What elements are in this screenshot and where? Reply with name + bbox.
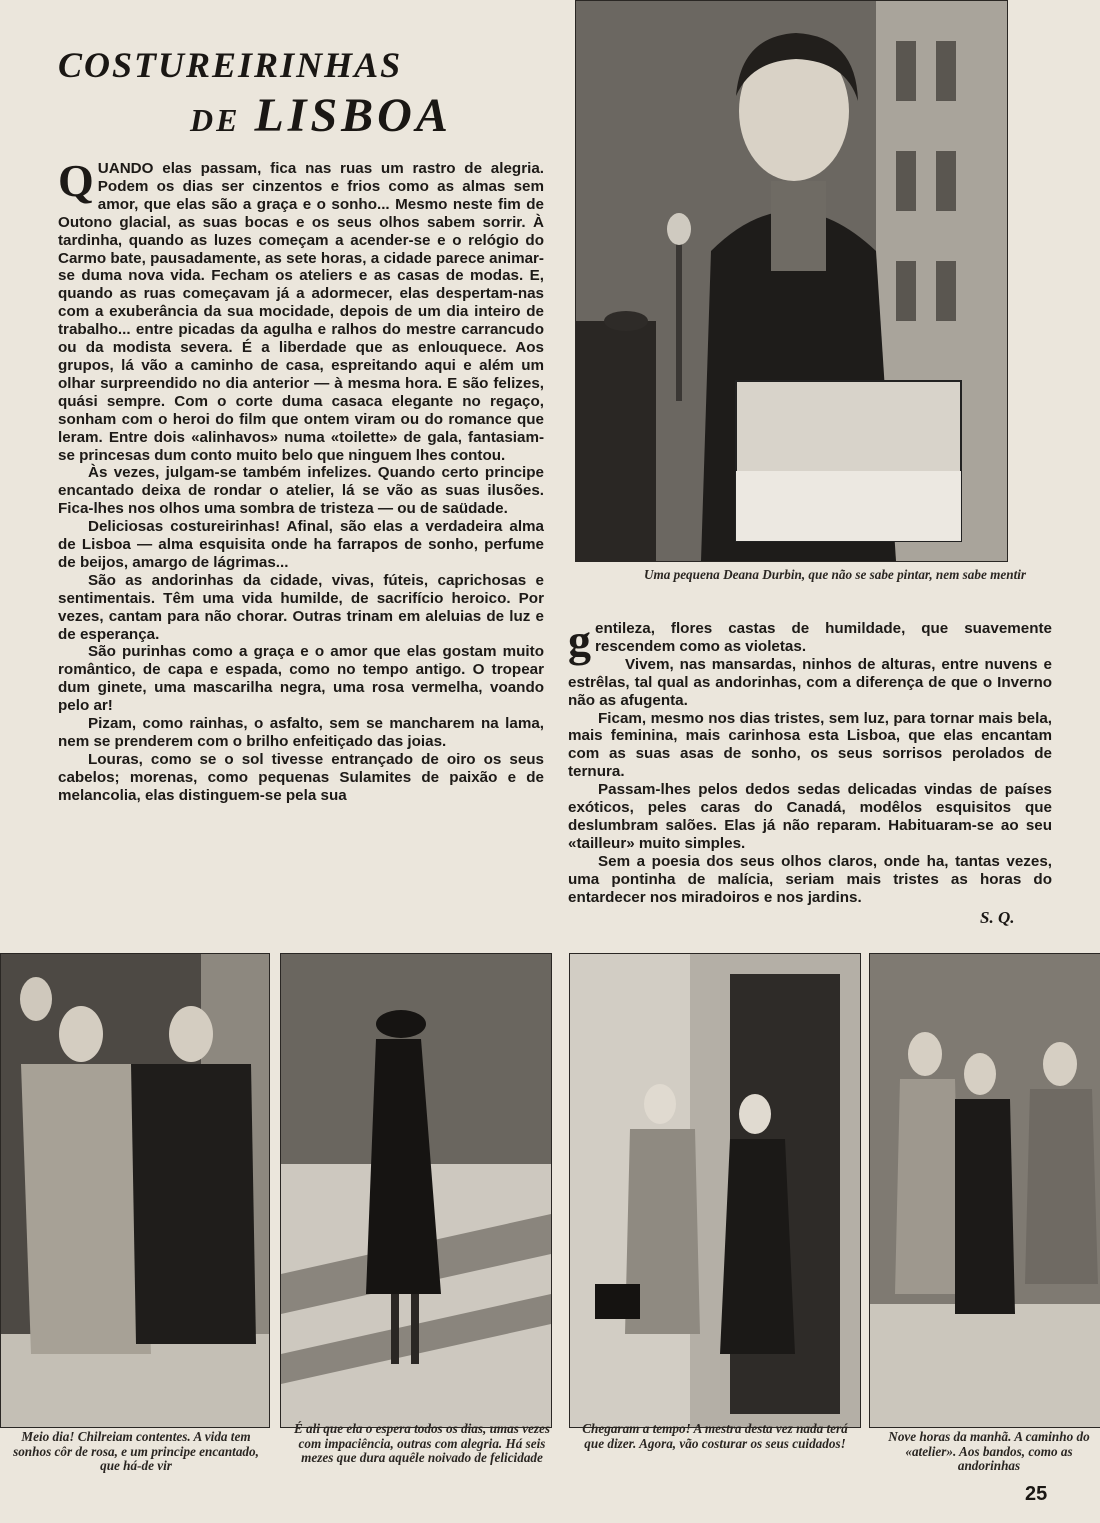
bottom-caption-4: Nove horas da manhã. A caminho do «atelier». Aos bandos, como as andorinhas bbox=[888, 1429, 1090, 1473]
paragraph: Sem a poesia dos seus olhos claros, onde ha, tantas vezes, uma pontinha de malícia, seriam mais tristes as horas do entardecer nos miradoiros e nos jardins. bbox=[568, 852, 1052, 906]
bottom-caption-3: Chegaram a tempo! A mestra desta vez nada terá que dizer. Agora, vão costurar os seus cuidados! bbox=[582, 1421, 848, 1451]
bottom-caption-1: Meio dia! Chilreiam contentes. A vida tem sonhos côr de rosa, e um principe encantado, que há-de vir bbox=[13, 1429, 259, 1473]
top-photo-illustration bbox=[576, 1, 1007, 561]
bottom-photo-2-illustration bbox=[281, 954, 551, 1427]
article-title-line2 bbox=[190, 88, 452, 143]
bottom-photo-3-illustration bbox=[570, 954, 860, 1427]
bottom-photo-3-girls-at-door bbox=[569, 953, 861, 1428]
paragraph: São as andorinhas da cidade, vivas, fúteis, caprichosas e sentimentais. Têm uma vida humilde, de sacrifício heroico. Por vezes, cantam para não chorar. Outras trinam em aleluias de luz e de esperança. bbox=[58, 571, 544, 643]
bottom-photo-1-group-of-girls bbox=[0, 953, 270, 1428]
bottom-photo-4-three-women bbox=[869, 953, 1100, 1428]
bottom-photo-1-illustration bbox=[1, 954, 269, 1427]
article-left-column bbox=[58, 155, 544, 805]
bottom-photo-4-illustration bbox=[870, 954, 1100, 1427]
paragraph: Louras, como se o sol tivesse entrançado de oiro os seus cabelos; morenas, como pequenas Sulamites de paixão e de melancolia, elas distinguem-se pela sua bbox=[58, 750, 544, 804]
paragraph: Ficam, mesmo nos dias tristes, sem luz, para tornar mais bela, mais feminina, mais carinhosa esta Lisboa, que elas encantam com as suas asas de sonho, os seus sorrisos perolados de ternura. bbox=[568, 709, 1052, 781]
paragraph: São purinhas como a graça e o amor que elas gostam muito romântico, de capa e espada, como no tempo antigo. O tropear dum ginete, uma mascarilha negra, uma rosa vermelha, voando pelo ar! bbox=[58, 643, 544, 715]
top-photo-caption: Uma pequena Deana Durbin, que não se sabe pintar, nem sabe mentir bbox=[643, 567, 1027, 582]
paragraph: gentileza, flores castas de humildade, que suavemente rescendem como as violetas. bbox=[568, 615, 1052, 666]
article-title-de: DE bbox=[190, 102, 241, 138]
paragraph: Vivem, nas mansardas, ninhos de alturas, entre nuvens e estrêlas, tal qual as andorinhas, com a diferença de que o Inverno não as afugenta. bbox=[568, 655, 1052, 709]
bottom-caption-2: É ali que ela o espera todos os dias, umas vezes com impaciência, outras com alegria. Há seis mezes que dura aquêle noivado de felicidade bbox=[293, 1421, 551, 1465]
top-photo-woman-with-box bbox=[575, 0, 1008, 562]
author-signature: S. Q. bbox=[980, 908, 1015, 927]
article-title-lisboa: LISBOA bbox=[254, 89, 452, 142]
paragraph: Pizam, como rainhas, o asfalto, sem se mancharem na lama, nem se prenderem com o brilho enfeitiçado das joias. bbox=[58, 715, 544, 750]
paragraph: Às vezes, julgam-se também infelizes. Quando certo principe encantado deixa de rondar o atelier, lá se vão as suas ilusões. Fica-lhes nos olhos uma sombra de tristeza — ou de saüdade. bbox=[58, 464, 544, 518]
bottom-photo-2-woman-on-street bbox=[280, 953, 552, 1428]
article-right-column bbox=[568, 615, 1052, 907]
paragraph: Passam-lhes pelos dedos sedas delicadas vindas de países exóticos, peles caras do Canadá, modêlos esquisitos que deslumbram salões. Elas já não reparam. Habituaram-se ao seu «tailleur» muito simples. bbox=[568, 781, 1052, 852]
paragraph: QUANDO elas passam, fica nas ruas um rastro de alegria. Podem os dias ser cinzentos e frios como as almas sem amor, que elas são a graça e o sonho... Mesmo neste fim de Outono glacial, as suas bocas e os seus olhos sabem sorrir. À tardinha, quando as luzes começam a acender-se e o relógio do Carmo bate, pausadamente, as sete horas, a cidade parece animar-se duma nova vida. Fecham os ateliers e as casas de modas. E, quando as ruas começavam já a adormecer, elas despertam-nas com a exuberância da sua mocidade, depois de um dia inteiro de trabalho... entre picadas da agulha e ralhos do mestre carrancudo ou da modista severa. É a liberdade que as enlouquece. Aos grupos, lá vão a caminho de casa, espreitando aqui e além um olhar surpreendido no dia anterior — à mesma hora. E são felizes, quási sempre. Com o corte duma casaca elegante no regaço, sonham com o heroi do film que ontem viram ou do romance que leram. Entre dois «alinhavos» numa «toilette» de gala, fantasiam-se princesas dum conto muito belo que ninguem lhes contou. bbox=[58, 155, 544, 464]
page-number: 25 bbox=[1025, 1483, 1048, 1505]
article-title-line1: COSTUREIRINHAS bbox=[58, 45, 403, 85]
paragraph: Deliciosas costureirinhas! Afinal, são elas a verdadeira alma de Lisboa — alma esquisita onde ha farrapos de sonho, perfume de beijos, amargo de lágrimas... bbox=[58, 518, 544, 571]
